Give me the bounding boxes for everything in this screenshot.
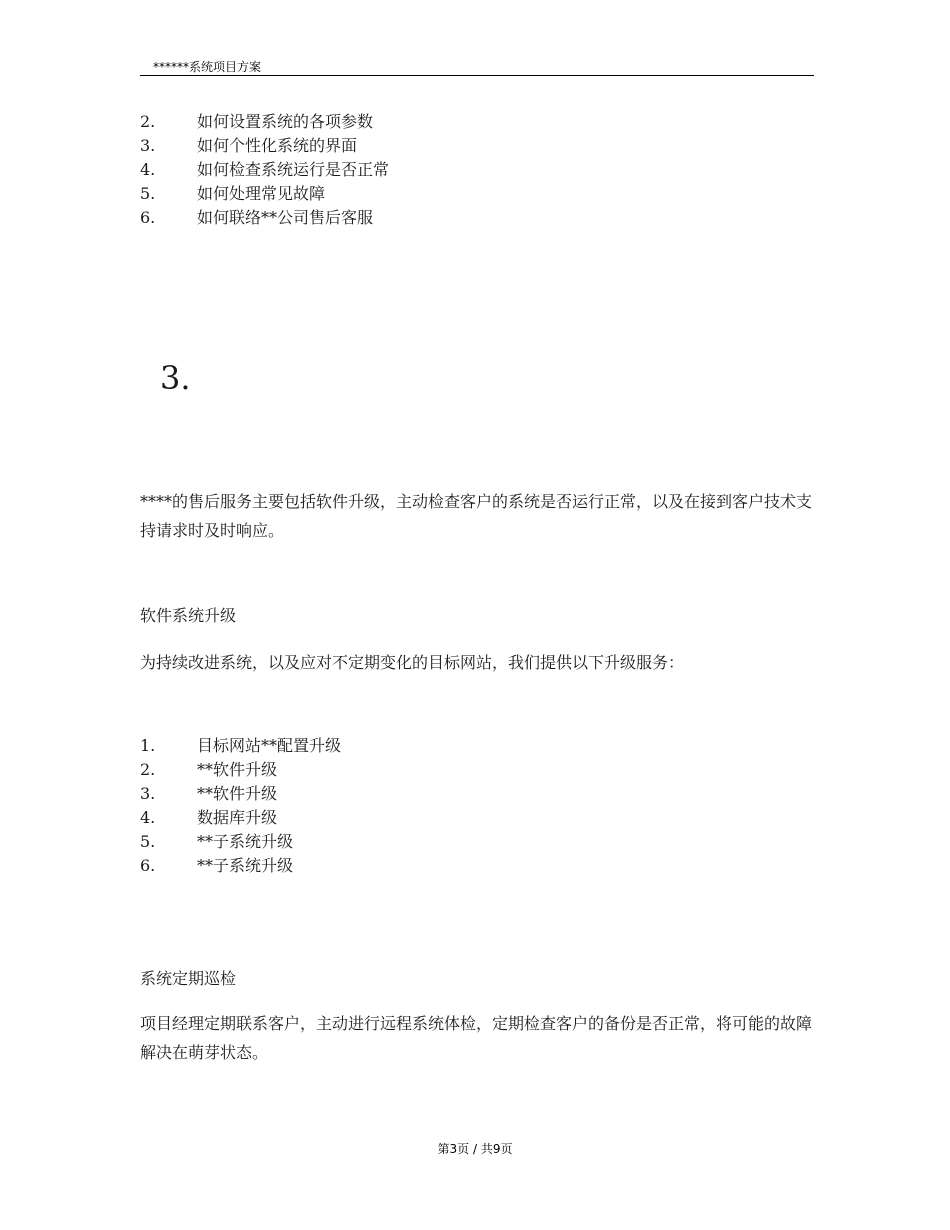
list-text: 如何个性化系统的界面 bbox=[197, 136, 358, 155]
list-item bbox=[140, 758, 341, 782]
list-text: **子系统升级 bbox=[197, 856, 294, 875]
upgrade-heading: 软件系统升级 bbox=[140, 606, 237, 625]
list-number: 6. bbox=[140, 208, 156, 227]
top-list bbox=[140, 110, 389, 230]
inspection-paragraph: 项目经理定期联系客户，主动进行远程系统体检，定期检查客户的备份是否正常，将可能的故障解决在萌芽状态。 bbox=[140, 1014, 813, 1062]
list-number: 2. bbox=[140, 112, 156, 131]
list-number: 5. bbox=[140, 832, 156, 851]
inspection-heading: 系统定期巡检 bbox=[140, 969, 237, 988]
list-number: 6. bbox=[140, 856, 156, 875]
list-number: 4. bbox=[140, 160, 156, 179]
list-text: **软件升级 bbox=[197, 784, 278, 803]
list-item bbox=[140, 134, 389, 158]
list-item bbox=[140, 158, 389, 182]
list-number: 2. bbox=[140, 760, 156, 779]
list-text: **子系统升级 bbox=[197, 832, 294, 851]
upgrade-paragraph: 为持续改进系统，以及应对不定期变化的目标网站，我们提供以下升级服务： bbox=[140, 653, 685, 672]
list-number: 5. bbox=[140, 184, 156, 203]
list-number: 3. bbox=[140, 784, 156, 803]
section-number: 3. bbox=[160, 359, 191, 397]
list-number: 1. bbox=[140, 736, 156, 755]
upgrade-list bbox=[140, 734, 341, 878]
page-footer: 第3页 / 共9页 bbox=[437, 1142, 513, 1156]
list-item bbox=[140, 782, 341, 806]
list-text: 如何处理常见故障 bbox=[197, 184, 326, 203]
list-item bbox=[140, 830, 341, 854]
list-text: 目标网站**配置升级 bbox=[197, 736, 342, 755]
list-number: 4. bbox=[140, 808, 156, 827]
header-title: ******系统项目方案 bbox=[153, 60, 262, 74]
list-item bbox=[140, 206, 389, 230]
list-item bbox=[140, 854, 341, 878]
list-item bbox=[140, 806, 341, 830]
page-header bbox=[140, 58, 814, 76]
intro-paragraph: ****的售后服务主要包括软件升级，主动检查客户的系统是否运行正常，以及在接到客户技术支持请求时及时响应。 bbox=[140, 492, 813, 540]
list-text: 数据库升级 bbox=[197, 808, 278, 827]
list-item bbox=[140, 110, 389, 134]
list-text: 如何设置系统的各项参数 bbox=[197, 112, 374, 131]
list-number: 3. bbox=[140, 136, 156, 155]
list-text: 如何检查系统运行是否正常 bbox=[197, 160, 390, 179]
list-text: **软件升级 bbox=[197, 760, 278, 779]
list-text: 如何联络**公司售后客服 bbox=[197, 208, 374, 227]
list-item bbox=[140, 182, 389, 206]
list-item bbox=[140, 734, 341, 758]
